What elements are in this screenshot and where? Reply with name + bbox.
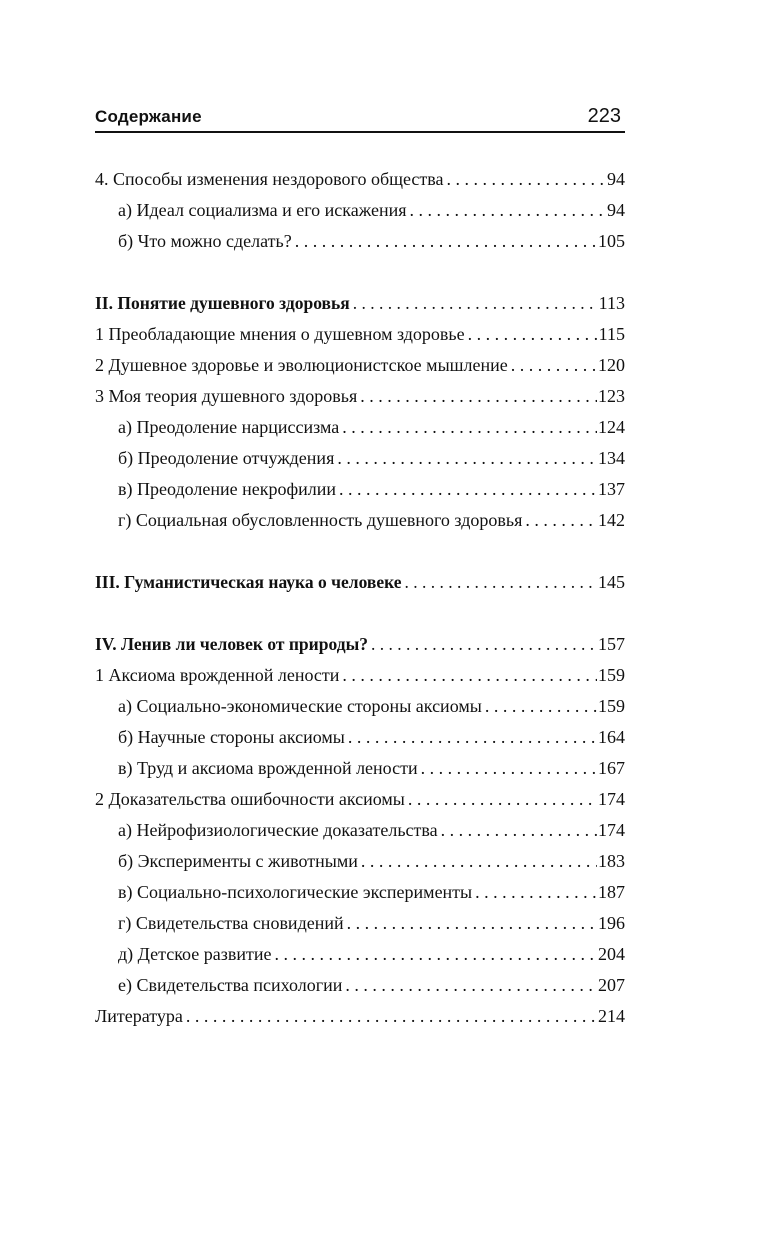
dot-leader (345, 973, 597, 997)
toc-entry (95, 167, 625, 191)
toc-entry-page: 167 (598, 758, 625, 778)
toc-entry (95, 1004, 625, 1028)
toc-entry-page: 174 (598, 820, 625, 840)
toc-chapter-entry (95, 291, 625, 315)
toc-chapter-entry (95, 632, 625, 656)
toc-entry-title: 2 Доказательства ошибочности аксиомы (95, 789, 405, 809)
toc-entry-title: 3 Моя теория душевного здоровья (95, 386, 358, 406)
toc-entry (118, 973, 625, 997)
toc-entry-page: 159 (598, 665, 625, 685)
toc-entry-page: 164 (598, 727, 625, 747)
toc-entry (95, 384, 625, 408)
toc-chapter-entry (95, 570, 625, 594)
toc-entry-title: г) Социальная обусловленность душевного здоровья (118, 510, 523, 530)
dot-leader (347, 911, 597, 935)
dot-leader (485, 694, 597, 718)
toc-entry-page: 174 (598, 789, 625, 809)
toc-entry-page: 134 (598, 448, 625, 468)
dot-leader (337, 446, 597, 470)
toc-entry-page: 214 (598, 1006, 625, 1026)
toc-entry-page: 94 (607, 169, 625, 189)
toc-entry-page: 142 (598, 510, 625, 530)
toc-entry-page: 124 (598, 417, 625, 437)
toc-entry (118, 198, 625, 222)
toc-entry-title: II. Понятие душевного здоровья (95, 293, 350, 313)
toc-entry (95, 787, 625, 811)
dot-leader (348, 725, 597, 749)
toc-entry-title: а) Социально-экономические стороны аксиомы (118, 696, 482, 716)
toc-entry-title: д) Детское развитие (118, 944, 272, 964)
toc-entry-page: 113 (598, 293, 625, 313)
dot-leader (421, 756, 597, 780)
dot-leader (511, 353, 597, 377)
toc-entry (95, 322, 625, 346)
toc-entry-title: б) Научные стороны аксиомы (118, 727, 345, 747)
toc-entry (118, 880, 625, 904)
toc-entry (118, 849, 625, 873)
toc-entry-page: 204 (598, 944, 625, 964)
toc-entry (118, 818, 625, 842)
toc-entry (118, 756, 625, 780)
dot-leader (409, 198, 606, 222)
toc-entry-title: б) Что можно сделать? (118, 231, 292, 251)
toc-entry-page: 145 (598, 572, 625, 592)
dot-leader (360, 384, 597, 408)
toc-entry-page: 187 (598, 882, 625, 902)
toc-entry-page: 120 (598, 355, 625, 375)
toc-entry (118, 694, 625, 718)
toc-entry-title: б) Эксперименты с животными (118, 851, 358, 871)
page-number: 223 (587, 105, 621, 127)
dot-leader (342, 663, 597, 687)
toc-entry-title: 1 Аксиома врожденной лености (95, 665, 340, 685)
dot-leader (441, 818, 597, 842)
toc-entry-page: 207 (598, 975, 625, 995)
dot-leader (408, 787, 597, 811)
dot-leader (447, 167, 606, 191)
toc-entry (118, 415, 625, 439)
toc-entry-title: III. Гуманистическая наука о человеке (95, 572, 402, 592)
dot-leader (339, 477, 597, 501)
dot-leader (525, 508, 597, 532)
toc-entry-title: 1 Преобладающие мнения о душевном здоровье (95, 324, 465, 344)
toc-entry-title: е) Свидетельства психологии (118, 975, 343, 995)
toc-entry-title: б) Преодоление отчуждения (118, 448, 335, 468)
toc-entry-title: а) Нейрофизиологические доказательства (118, 820, 438, 840)
toc-entry-title: IV. Ленив ли человек от природы? (95, 634, 368, 654)
toc-entry-title: в) Социально-психологические эксперименты (118, 882, 473, 902)
toc-entry-page: 123 (598, 386, 625, 406)
dot-leader (186, 1004, 597, 1028)
toc-entry-title: в) Труд и аксиома врожденной лености (118, 758, 418, 778)
toc-entry-title: а) Преодоление нарциссизма (118, 417, 340, 437)
toc-entry-page: 183 (598, 851, 625, 871)
toc-entry (118, 446, 625, 470)
toc-entry-title: а) Идеал социализма и его искажения (118, 200, 407, 220)
dot-leader (475, 880, 597, 904)
toc-entry (118, 725, 625, 749)
dot-leader (468, 322, 598, 346)
toc-entry (95, 353, 625, 377)
toc-entry (118, 911, 625, 935)
toc-entry-title: Литература (95, 1006, 183, 1026)
running-head (95, 103, 625, 133)
toc-entry-page: 105 (598, 231, 625, 251)
toc-entry-title: г) Свидетельства сновидений (118, 913, 344, 933)
dot-leader (274, 942, 597, 966)
toc-entry-title: в) Преодоление некрофилии (118, 479, 337, 499)
toc-entry (95, 663, 625, 687)
running-head-title: Содержание (95, 107, 202, 126)
toc-entry (118, 508, 625, 532)
toc-entry-page: 94 (607, 200, 625, 220)
dot-leader (361, 849, 597, 873)
toc-entry-page: 137 (598, 479, 625, 499)
toc-entry-page: 196 (598, 913, 625, 933)
toc-entry-page: 159 (598, 696, 625, 716)
toc-entry-page: 157 (598, 634, 625, 654)
book-page (95, 0, 625, 1240)
toc-entry (118, 942, 625, 966)
dot-leader (371, 632, 597, 656)
toc-entry (118, 477, 625, 501)
dot-leader (295, 229, 597, 253)
toc-entry (118, 229, 625, 253)
dot-leader (353, 291, 598, 315)
dot-leader (342, 415, 597, 439)
toc-entry-title: 4. Способы изменения нездорового общества (95, 169, 444, 189)
toc-entry-title: 2 Душевное здоровье и эволюционистское мышление (95, 355, 508, 375)
dot-leader (405, 570, 597, 594)
toc-entry-page: 115 (598, 324, 625, 344)
